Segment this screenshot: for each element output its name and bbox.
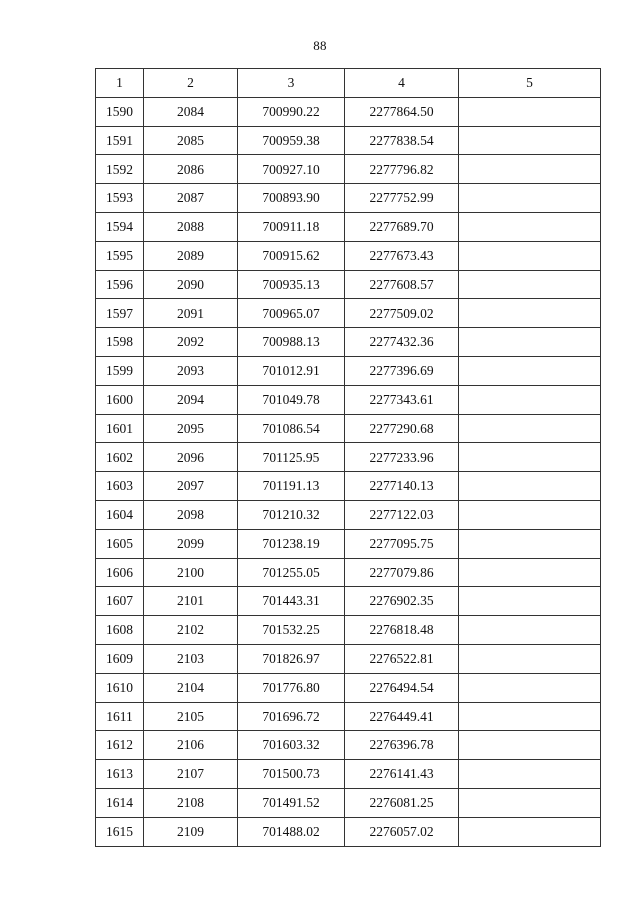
table-cell: 701443.31 <box>238 587 345 616</box>
table-cell: 700911.18 <box>238 212 345 241</box>
table-cell: 2276081.25 <box>345 788 459 817</box>
table-cell: 2101 <box>144 587 238 616</box>
table-cell: 2277233.96 <box>345 443 459 472</box>
table-cell: 2277290.68 <box>345 414 459 443</box>
table-cell: 2106 <box>144 731 238 760</box>
table-cell: 2276141.43 <box>345 760 459 789</box>
table-cell: 2107 <box>144 760 238 789</box>
table-cell: 1607 <box>96 587 144 616</box>
page-number: 88 <box>313 38 327 53</box>
column-header: 1 <box>96 69 144 98</box>
table-cell: 2276057.02 <box>345 817 459 846</box>
table-cell <box>459 126 601 155</box>
table-cell: 2097 <box>144 472 238 501</box>
column-header: 4 <box>345 69 459 98</box>
table-cell: 2277343.61 <box>345 385 459 414</box>
table-cell: 2277079.86 <box>345 558 459 587</box>
table-cell: 1599 <box>96 356 144 385</box>
table-cell: 2088 <box>144 212 238 241</box>
table-cell: 1594 <box>96 212 144 241</box>
table-cell <box>459 529 601 558</box>
table-cell <box>459 731 601 760</box>
table-cell: 2277864.50 <box>345 97 459 126</box>
table-row <box>96 443 601 472</box>
table-cell: 2277673.43 <box>345 241 459 270</box>
table-body <box>96 97 601 846</box>
column-header: 5 <box>459 69 601 98</box>
table-cell: 2100 <box>144 558 238 587</box>
table-cell <box>459 760 601 789</box>
table-row <box>96 270 601 299</box>
table-cell: 700915.62 <box>238 241 345 270</box>
table-cell <box>459 385 601 414</box>
table-cell <box>459 270 601 299</box>
table-cell <box>459 356 601 385</box>
table-cell: 2277432.36 <box>345 328 459 357</box>
table-cell <box>459 788 601 817</box>
table-cell: 2102 <box>144 616 238 645</box>
table-cell: 2108 <box>144 788 238 817</box>
table-cell <box>459 616 601 645</box>
table-row <box>96 472 601 501</box>
table-cell: 1590 <box>96 97 144 126</box>
table-cell: 2099 <box>144 529 238 558</box>
table-cell: 701012.91 <box>238 356 345 385</box>
table-row <box>96 385 601 414</box>
table-cell <box>459 97 601 126</box>
table-cell <box>459 414 601 443</box>
table-cell: 1614 <box>96 788 144 817</box>
table-cell: 700935.13 <box>238 270 345 299</box>
table-cell: 1602 <box>96 443 144 472</box>
table-cell: 700988.13 <box>238 328 345 357</box>
table-cell: 701488.02 <box>238 817 345 846</box>
table-cell: 1615 <box>96 817 144 846</box>
table-row <box>96 328 601 357</box>
table-cell: 701491.52 <box>238 788 345 817</box>
table-cell: 2104 <box>144 673 238 702</box>
table-cell: 701603.32 <box>238 731 345 760</box>
column-header: 2 <box>144 69 238 98</box>
table-cell: 701210.32 <box>238 500 345 529</box>
table-cell: 2087 <box>144 184 238 213</box>
table-cell: 701826.97 <box>238 644 345 673</box>
column-header: 3 <box>238 69 345 98</box>
table-cell: 1605 <box>96 529 144 558</box>
table-cell: 2089 <box>144 241 238 270</box>
table-cell: 1591 <box>96 126 144 155</box>
table-cell: 701776.80 <box>238 673 345 702</box>
table-cell: 701049.78 <box>238 385 345 414</box>
table-cell: 1601 <box>96 414 144 443</box>
table-cell <box>459 587 601 616</box>
table-row <box>96 299 601 328</box>
table-row <box>96 97 601 126</box>
table-cell: 2276396.78 <box>345 731 459 760</box>
table-cell: 2277122.03 <box>345 500 459 529</box>
table-cell: 1603 <box>96 472 144 501</box>
table-row <box>96 817 601 846</box>
table-cell <box>459 472 601 501</box>
table-cell: 2277396.69 <box>345 356 459 385</box>
table-cell: 1593 <box>96 184 144 213</box>
table-cell: 2093 <box>144 356 238 385</box>
table-cell: 2277689.70 <box>345 212 459 241</box>
table-cell: 700959.38 <box>238 126 345 155</box>
table-cell <box>459 299 601 328</box>
table-cell <box>459 558 601 587</box>
coordinates-table <box>95 68 601 847</box>
table-cell: 2084 <box>144 97 238 126</box>
table-row <box>96 760 601 789</box>
table-cell: 700965.07 <box>238 299 345 328</box>
table-cell <box>459 673 601 702</box>
table-cell: 2277095.75 <box>345 529 459 558</box>
table-cell: 2096 <box>144 443 238 472</box>
table-cell: 1612 <box>96 731 144 760</box>
table-cell: 2085 <box>144 126 238 155</box>
table-cell: 1613 <box>96 760 144 789</box>
table-row <box>96 616 601 645</box>
table-row <box>96 184 601 213</box>
table-cell: 1610 <box>96 673 144 702</box>
table-cell: 1608 <box>96 616 144 645</box>
table-cell: 2105 <box>144 702 238 731</box>
table-row <box>96 414 601 443</box>
table-cell <box>459 184 601 213</box>
table-cell: 1595 <box>96 241 144 270</box>
table-cell: 2276494.54 <box>345 673 459 702</box>
table-cell: 1611 <box>96 702 144 731</box>
table-cell: 2277140.13 <box>345 472 459 501</box>
table-cell: 2109 <box>144 817 238 846</box>
table-header-row <box>96 69 601 98</box>
table-cell <box>459 443 601 472</box>
table-cell: 701086.54 <box>238 414 345 443</box>
table-cell <box>459 500 601 529</box>
table-row <box>96 731 601 760</box>
table-cell <box>459 817 601 846</box>
table-cell: 701696.72 <box>238 702 345 731</box>
table-cell: 1592 <box>96 155 144 184</box>
table-cell: 2103 <box>144 644 238 673</box>
table-row <box>96 155 601 184</box>
table-cell: 701125.95 <box>238 443 345 472</box>
table-row <box>96 702 601 731</box>
table-cell: 2277752.99 <box>345 184 459 213</box>
table-cell: 1600 <box>96 385 144 414</box>
table-cell: 1609 <box>96 644 144 673</box>
table-row <box>96 529 601 558</box>
table-cell: 2276818.48 <box>345 616 459 645</box>
table-row <box>96 673 601 702</box>
table-cell: 1598 <box>96 328 144 357</box>
table-cell: 1606 <box>96 558 144 587</box>
table-row <box>96 126 601 155</box>
table-row <box>96 500 601 529</box>
table-cell: 1597 <box>96 299 144 328</box>
table-cell: 2098 <box>144 500 238 529</box>
table-cell: 701500.73 <box>238 760 345 789</box>
table-row <box>96 587 601 616</box>
table-cell: 700990.22 <box>238 97 345 126</box>
table-cell <box>459 328 601 357</box>
table-cell: 2276449.41 <box>345 702 459 731</box>
table-row <box>96 788 601 817</box>
table-cell: 700927.10 <box>238 155 345 184</box>
table-cell <box>459 155 601 184</box>
table-cell: 2086 <box>144 155 238 184</box>
table-cell: 700893.90 <box>238 184 345 213</box>
table-cell: 2276522.81 <box>345 644 459 673</box>
table-cell: 1604 <box>96 500 144 529</box>
table-cell: 2277838.54 <box>345 126 459 155</box>
table-cell: 2277608.57 <box>345 270 459 299</box>
table-cell <box>459 644 601 673</box>
table-row <box>96 356 601 385</box>
table-cell: 2090 <box>144 270 238 299</box>
table-row <box>96 644 601 673</box>
table-cell <box>459 702 601 731</box>
table-cell: 2276902.35 <box>345 587 459 616</box>
table-cell: 2092 <box>144 328 238 357</box>
table-cell: 701191.13 <box>238 472 345 501</box>
table-row <box>96 241 601 270</box>
table-cell <box>459 212 601 241</box>
table-row <box>96 558 601 587</box>
table-cell: 2094 <box>144 385 238 414</box>
table-cell: 701238.19 <box>238 529 345 558</box>
table-cell: 2091 <box>144 299 238 328</box>
table-cell: 1596 <box>96 270 144 299</box>
table-cell: 701532.25 <box>238 616 345 645</box>
table-cell: 2095 <box>144 414 238 443</box>
table-cell: 2277796.82 <box>345 155 459 184</box>
table-row <box>96 212 601 241</box>
table-cell: 701255.05 <box>238 558 345 587</box>
table-cell <box>459 241 601 270</box>
table-cell: 2277509.02 <box>345 299 459 328</box>
